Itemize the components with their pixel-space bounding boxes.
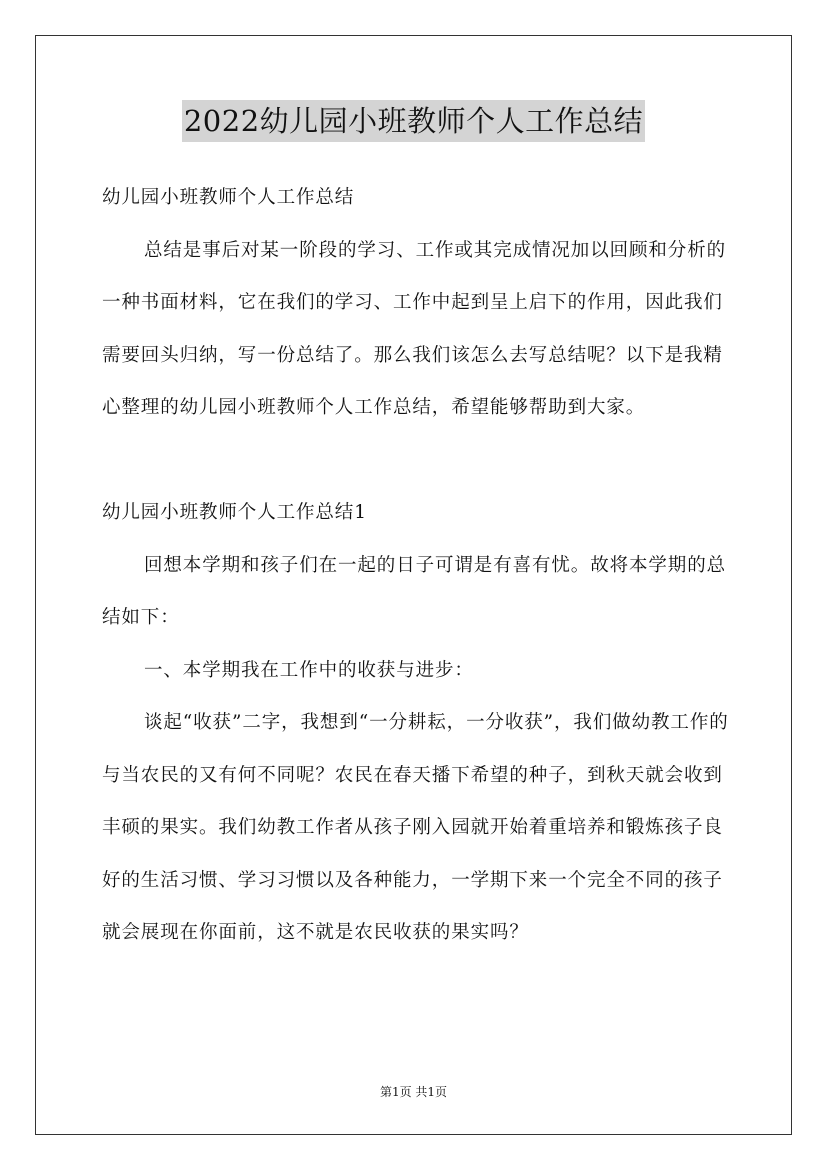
title-wrap bbox=[0, 100, 827, 142]
intro-paragraph: 总结是事后对某一阶段的学习、工作或其完成情况加以回顾和分析的一种书面材料，它在我们的学习、工作中起到呈上启下的作用，因此我们需要回头归纳，写一份总结了。那么我们该怎么去写总结呢？以下是我精心整理的幼儿园小班教师个人工作总结，希望能够帮助到大家。 bbox=[102, 239, 727, 418]
subtitle: 幼儿园小班教师个人工作总结 bbox=[102, 187, 355, 208]
section-paragraph: 谈起“收获”二字，我想到“一分耕耘，一分收获”，我们做幼教工作的与当农民的又有何不同呢？农民在春天播下希望的种子，到秋天就会收到丰硕的果实。我们幼教工作者从孩子刚入园就开始着重培养和锻炼孩子良好的生活习惯、学习习惯以及各种能力，一学期下来一个完全不同的孩子就会展现在你面前，这不就是农民收获的果实吗？ bbox=[102, 712, 729, 943]
section-subheading: 一、本学期我在工作中的收获与进步： bbox=[144, 659, 474, 681]
document-title: 2022幼儿园小班教师个人工作总结 bbox=[182, 100, 645, 142]
page-footer: 第1页 共1页 bbox=[379, 1085, 448, 1099]
section-heading: 幼儿园小班教师个人工作总结1 bbox=[102, 502, 367, 523]
section-paragraph: 回想本学期和孩子们在一起的日子可谓是有喜有忧。故将本学期的总结如下： bbox=[102, 554, 727, 628]
blank-line bbox=[102, 435, 742, 488]
document-body bbox=[102, 172, 742, 960]
